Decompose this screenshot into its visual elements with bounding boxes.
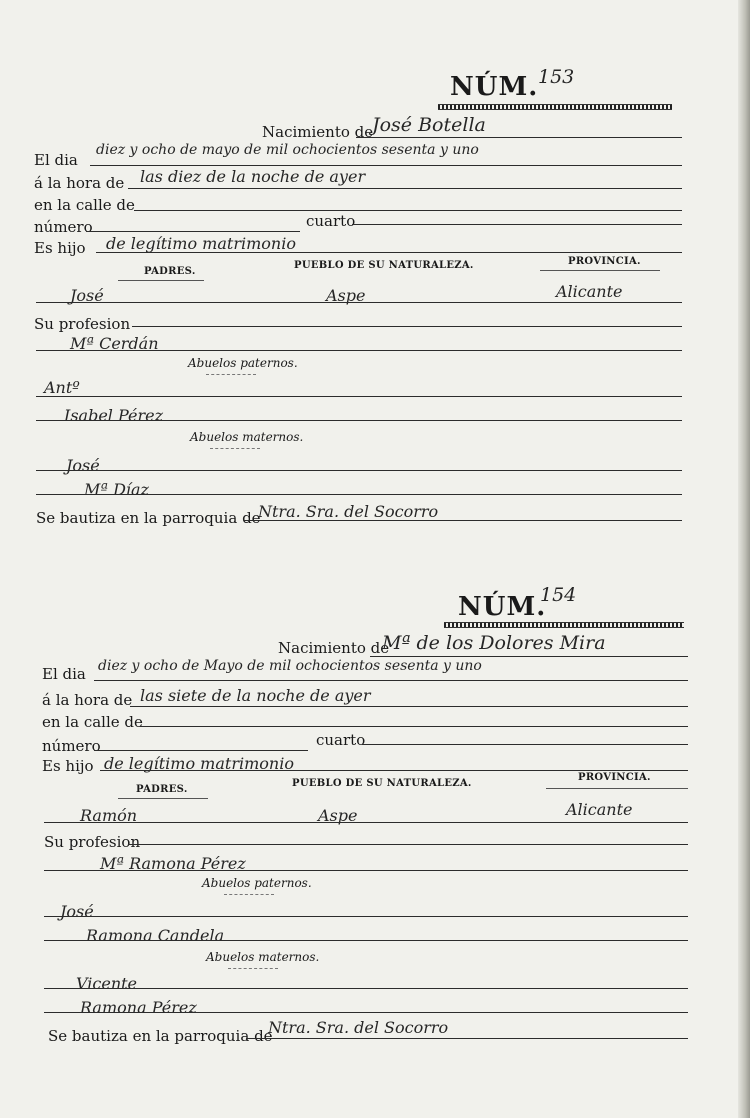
el-dia-line <box>94 680 688 681</box>
abuela-materna-line <box>44 1012 688 1013</box>
number-underline-ornament <box>438 104 672 110</box>
provincia-header: PROVINCIA. <box>578 772 651 783</box>
padre-provincia: Alicante <box>556 282 623 301</box>
abuela-paterna-line <box>44 940 688 941</box>
madre-name: Mª Ramona Pérez <box>100 854 246 873</box>
madre-line <box>36 350 682 351</box>
nacimiento-value: José Botella <box>372 114 486 136</box>
profesion-label: Su profesion <box>44 833 141 851</box>
padres-header: PADRES. <box>144 266 196 277</box>
numero-line <box>86 231 300 232</box>
padres-header: PADRES. <box>136 784 188 795</box>
hora-line <box>130 706 688 707</box>
cuarto-label: cuarto <box>316 731 366 749</box>
page-binding-edge <box>738 0 750 1118</box>
bautiza-label: Se bautiza en la parroquia de <box>36 509 261 527</box>
abuelos-maternos-label: Abuelos maternos. <box>206 950 320 964</box>
padres-header-rule <box>118 798 208 799</box>
padre-name: José <box>70 286 104 305</box>
profesion-line <box>132 326 682 327</box>
abuelos-maternos-label: Abuelos maternos. <box>190 430 304 444</box>
hijo-label: Es hijo <box>42 757 94 775</box>
padres-header-rule <box>118 280 204 281</box>
hijo-value: de legítimo matrimonio <box>106 234 296 253</box>
record-number-value: 154 <box>540 584 577 606</box>
abuelo-materno-line <box>44 988 688 989</box>
abuela-paterna: Ramona Candela <box>86 926 225 945</box>
hora-label: á la hora de <box>42 691 133 709</box>
profesion-line <box>128 844 688 845</box>
nacimiento-label: Nacimiento de <box>278 639 390 657</box>
abuelo-materno: Vicente <box>76 974 138 993</box>
abuelos-paternos-rule <box>224 894 274 895</box>
bautiza-value: Ntra. Sra. del Socorro <box>258 502 439 521</box>
el-dia-value: diez y ocho de mayo de mil ochocientos sesenta y uno <box>96 142 479 158</box>
padre-pueblo: Aspe <box>318 806 358 825</box>
cuarto-label: cuarto <box>306 212 356 230</box>
bautiza-line <box>246 1038 688 1039</box>
abuela-paterna: Isabel Pérez <box>64 406 164 425</box>
profesion-label: Su profesion <box>34 315 131 333</box>
abuelo-paterno: Antº <box>44 378 80 397</box>
abuela-materna: Ramona Pérez <box>80 998 197 1017</box>
el-dia-value: diez y ocho de Mayo de mil ochocientos sesenta y uno <box>98 658 482 674</box>
calle-label: en la calle de <box>34 196 135 214</box>
abuelos-paternos-label: Abuelos paternos. <box>188 356 298 370</box>
hijo-line <box>96 252 682 253</box>
el-dia-label: El dia <box>34 151 78 169</box>
hijo-label: Es hijo <box>34 239 86 257</box>
bautiza-line <box>244 520 682 521</box>
abuelos-paternos-rule <box>206 374 256 375</box>
abuelos-maternos-rule <box>228 968 278 969</box>
abuelos-maternos-rule <box>210 448 260 449</box>
cuarto-line <box>362 744 688 745</box>
hora-label: á la hora de <box>34 174 125 192</box>
calle-line <box>134 210 682 211</box>
padre-pueblo: Aspe <box>326 286 366 305</box>
nacimiento-value: Mª de los Dolores Mira <box>382 632 606 654</box>
abuelo-paterno: José <box>60 902 94 921</box>
number-underline-ornament <box>444 622 684 628</box>
abuela-materna-line <box>36 494 682 495</box>
numero-line <box>94 750 308 751</box>
calle-line <box>140 726 688 727</box>
padre-line <box>36 302 682 303</box>
abuelo-paterno-line <box>36 396 682 397</box>
cuarto-line <box>352 224 682 225</box>
abuela-materna: Mª Díaz <box>84 480 149 499</box>
numero-label: número <box>42 737 101 755</box>
record-number-label: NÚM. <box>450 72 539 102</box>
provincia-header: PROVINCIA. <box>568 256 641 267</box>
abuelo-materno-line <box>36 470 682 471</box>
provincia-header-rule <box>540 270 660 271</box>
bautiza-value: Ntra. Sra. del Socorro <box>268 1018 449 1037</box>
abuelos-paternos-label: Abuelos paternos. <box>202 876 312 890</box>
hora-value: las diez de la noche de ayer <box>140 167 366 186</box>
hijo-value: de legítimo matrimonio <box>104 754 294 773</box>
nacimiento-line <box>356 137 682 138</box>
nacimiento-line <box>370 656 688 657</box>
madre-name: Mª Cerdán <box>70 334 159 353</box>
pueblo-header: PUEBLO DE SU NATURALEZA. <box>294 260 474 271</box>
hora-value: las siete de la noche de ayer <box>140 686 371 705</box>
abuelo-materno: José <box>66 456 100 475</box>
record-number-value: 153 <box>538 66 575 88</box>
calle-label: en la calle de <box>42 713 143 731</box>
padre-provincia: Alicante <box>566 800 633 819</box>
pueblo-header: PUEBLO DE SU NATURALEZA. <box>292 778 472 789</box>
numero-label: número <box>34 218 93 236</box>
provincia-header-rule <box>546 788 688 789</box>
nacimiento-label: Nacimiento de <box>262 123 374 141</box>
abuela-paterna-line <box>36 420 682 421</box>
hora-line <box>128 188 682 189</box>
el-dia-label: El dia <box>42 665 86 683</box>
record-number-label: NÚM. <box>458 592 547 622</box>
padre-line <box>44 822 688 823</box>
el-dia-line <box>90 165 682 166</box>
padre-name: Ramón <box>80 806 138 825</box>
abuelo-paterno-line <box>44 916 688 917</box>
madre-line <box>44 870 688 871</box>
hijo-line <box>100 770 688 771</box>
bautiza-label: Se bautiza en la parroquia de <box>48 1027 273 1045</box>
